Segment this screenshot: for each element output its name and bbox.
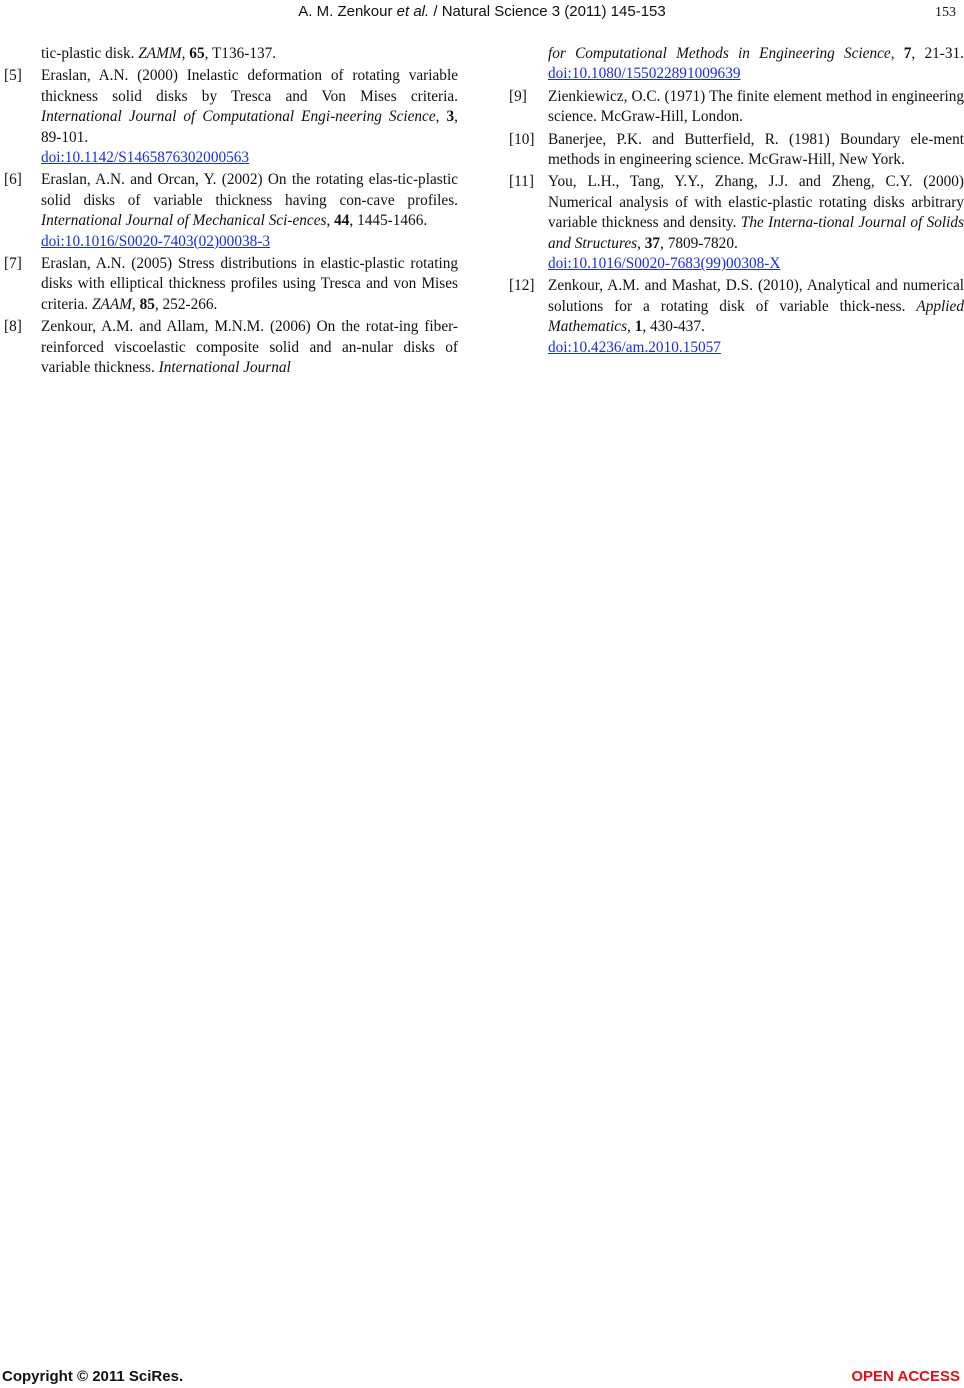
reference-continuation bbox=[4, 44, 458, 64]
header-title bbox=[0, 2, 964, 22]
doi-link[interactable]: doi:10.4236/am.2010.15057 bbox=[548, 338, 721, 356]
reference-sep: , bbox=[890, 45, 904, 62]
open-access-label: OPEN ACCESS bbox=[851, 1368, 960, 1385]
reference-number: [11] bbox=[509, 173, 534, 191]
reference-sep: , bbox=[131, 295, 140, 313]
reference-journal: International Journal of Computational Engi-neering Science bbox=[41, 108, 436, 126]
reference-journal: The Interna-tional Journal of Solids and Structures bbox=[548, 214, 964, 252]
reference-12 bbox=[509, 276, 964, 358]
reference-pages: , 7809-7820. bbox=[660, 234, 738, 252]
page-number: 153 bbox=[935, 5, 956, 20]
reference-sep: , bbox=[637, 234, 645, 252]
reference-volume: 37 bbox=[644, 234, 661, 252]
running-header bbox=[0, 2, 964, 24]
copyright-notice: Copyright © 2011 SciRes. bbox=[2, 1368, 184, 1385]
header-authors: A. M. Zenkour bbox=[298, 3, 397, 20]
reference-volume: 7 bbox=[903, 45, 912, 62]
reference-text: Eraslan, A.N. (2005) Stress distributions in elastic-plastic rotating disks with elliptical thickness profiles using Tresca and von Mises criteria. bbox=[41, 255, 458, 313]
reference-sep: , bbox=[435, 108, 447, 126]
reference-pages: , 430-437. bbox=[642, 318, 705, 336]
reference-body bbox=[548, 44, 964, 85]
reference-number: [10] bbox=[509, 130, 535, 148]
reference-9 bbox=[509, 87, 964, 128]
reference-journal: International Journal bbox=[158, 359, 291, 377]
reference-body: Zienkiewicz, O.C. (1971) The finite element method in engineering science. McGraw-Hill, London. bbox=[548, 87, 964, 126]
reference-body bbox=[548, 172, 964, 254]
reference-body bbox=[41, 66, 458, 148]
reference-text: Eraslan, A.N. and Orcan, Y. (2002) On the rotating elas-tic-plastic solid disks of variable thickness having con-cave profiles. bbox=[41, 171, 458, 209]
reference-journal: ZAMM bbox=[138, 45, 182, 62]
reference-pages: , 252-266. bbox=[154, 295, 218, 313]
reference-pages: , 21-31. bbox=[911, 45, 964, 62]
reference-text: Zenkour, A.M. and Allam, M.N.M. (2006) On the rotat-ing fiber-reinforced viscoelastic composite solid and an-nular disks of variable thickness. bbox=[41, 318, 458, 377]
reference-number: [8] bbox=[4, 318, 22, 336]
doi-link[interactable]: doi:10.1080/155022891009639 bbox=[548, 65, 741, 83]
reference-sep: , bbox=[326, 212, 335, 230]
reference-5 bbox=[4, 66, 458, 168]
reference-sep: , bbox=[627, 318, 635, 336]
reference-7 bbox=[4, 254, 458, 315]
reference-number: [9] bbox=[509, 87, 527, 105]
reference-body bbox=[41, 44, 458, 64]
reference-volume: 44 bbox=[334, 212, 350, 230]
reference-continuation bbox=[509, 44, 964, 85]
reference-number: [7] bbox=[4, 255, 22, 273]
reference-journal: Applied Mathematics bbox=[548, 297, 964, 336]
reference-journal: ZAAM bbox=[91, 295, 132, 313]
header-etal: et al. bbox=[396, 3, 430, 20]
reference-pages: , 89-101. bbox=[41, 108, 458, 146]
reference-volume: 65 bbox=[189, 45, 205, 62]
reference-body bbox=[548, 276, 964, 337]
reference-body bbox=[41, 254, 458, 315]
reference-pages: , T136-137. bbox=[204, 45, 277, 62]
reference-6 bbox=[4, 170, 458, 252]
references-left-column bbox=[4, 44, 458, 381]
doi-link[interactable]: doi:10.1016/S0020-7403(02)00038-3 bbox=[41, 232, 271, 250]
reference-volume: 3 bbox=[446, 108, 455, 126]
references-right-column bbox=[509, 44, 964, 360]
reference-text: tic-plastic disk. bbox=[41, 45, 139, 62]
reference-11 bbox=[509, 172, 964, 274]
doi-link[interactable]: doi:10.1016/S0020-7683(99)00308-X bbox=[548, 255, 781, 273]
page-footer bbox=[0, 1366, 964, 1388]
reference-number: [6] bbox=[4, 171, 22, 189]
reference-journal: International Journal of Mechanical Sci-ences bbox=[41, 212, 327, 230]
reference-8 bbox=[4, 317, 458, 378]
reference-body: Banerjee, P.K. and Butterfield, R. (1981) Boundary ele-ment methods in engineering science. McGraw-Hill, New York. bbox=[548, 130, 964, 169]
reference-pages: , 1445-1466. bbox=[349, 212, 428, 230]
reference-10 bbox=[509, 130, 964, 171]
reference-text: You, L.H., Tang, Y.Y., Zhang, J.J. and Zheng, C.Y. (2000) Numerical analysis of with elastic-plastic rotating disks arbitrary variable thickness and density. bbox=[548, 173, 964, 232]
reference-text: Eraslan, A.N. (2000) Inelastic deformation of rotating variable thickness solid disks by Tresca and Von Mises criteria. bbox=[41, 67, 458, 105]
reference-volume: 1 bbox=[634, 318, 643, 336]
reference-volume: 85 bbox=[139, 295, 155, 313]
reference-journal: for Computational Methods in Engineering Science bbox=[548, 45, 891, 62]
doi-link[interactable]: doi:10.1142/S1465876302000563 bbox=[41, 149, 250, 167]
reference-body bbox=[41, 317, 458, 378]
reference-sep: , bbox=[181, 45, 190, 62]
header-journal-info: / Natural Science 3 (2011) 145-153 bbox=[429, 3, 666, 20]
reference-body bbox=[41, 170, 458, 231]
reference-number: [5] bbox=[4, 67, 22, 85]
reference-number: [12] bbox=[509, 277, 535, 295]
reference-text: Zenkour, A.M. and Mashat, D.S. (2010), Analytical and numerical solutions for a rotating disk of variable thick-ness. bbox=[548, 277, 964, 315]
